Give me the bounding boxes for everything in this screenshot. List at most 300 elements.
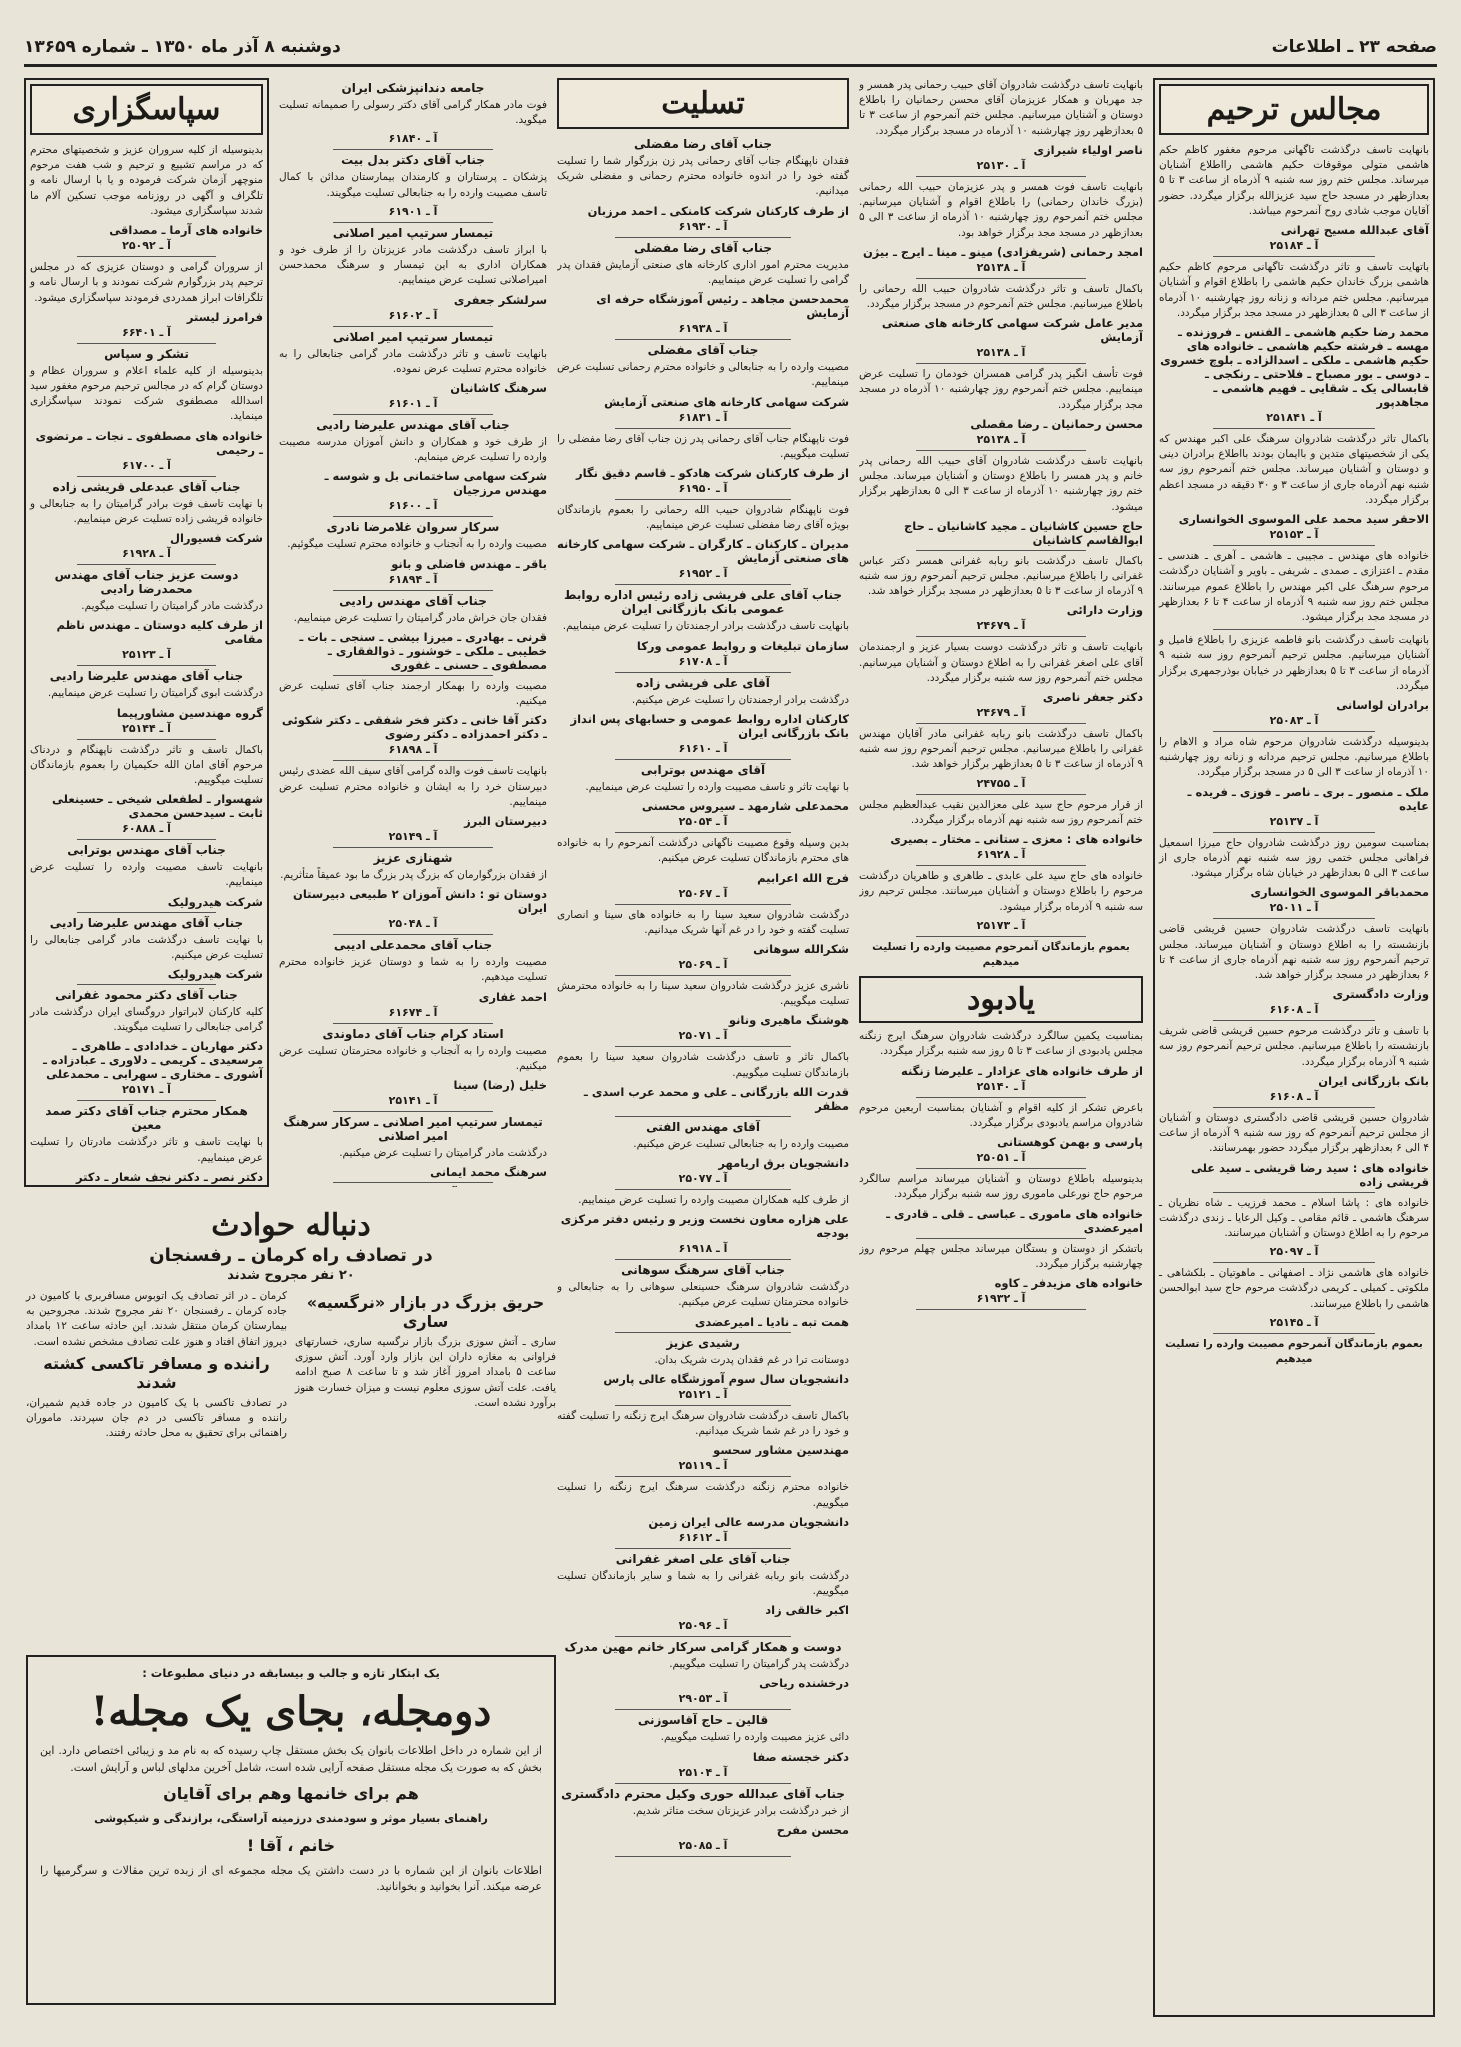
divider xyxy=(333,847,494,848)
notice-item xyxy=(279,1115,547,1183)
divider xyxy=(1213,629,1375,630)
notice-code: آ ـ ۶۱۸۹۸ xyxy=(388,743,438,757)
notice-title: دوست عزیز جناب آقای مهندس محمدرضا رادیی xyxy=(54,568,239,597)
notice-item xyxy=(30,568,263,666)
notice-code: آ ـ ۶۱۸۴۰ xyxy=(388,132,438,146)
notice-code: آ ـ ۲۴۶۷۹ xyxy=(976,706,1026,720)
notice-title: تیمسار سرتیپ امیر اصلانی ـ سرکار سرهنگ امیر اصلانی xyxy=(283,1115,543,1144)
notice-signature: شرکت فسیورال xyxy=(169,531,263,546)
notice-item xyxy=(279,226,547,327)
ad-tagline: راهنمای بسیار موثر و سودمندی درزمینه آراستگی، برازندگی و شیکپوشی xyxy=(94,1812,488,1825)
notice-text: با تاسف و تاثر درگذشت مرحوم حسین قریشی قاضی شریف بازنشسته را باطلاع میرسانیم. مجلس ترحیم آنمرحوم روز سه شنبه ۹ آذرماه برگزار میگردد. xyxy=(1159,1025,1429,1068)
notice-code: آ ـ ۲۵۱۴۱ xyxy=(388,1094,438,1108)
notice-signature: دبیرستان البرز xyxy=(464,813,547,828)
notice-text: درگذشت شادروان سعید سینا را به خانواده های سینا و انصاری تسلیت گفته و خود را در غم آنها شریک میدانیم. xyxy=(557,908,849,936)
notice-text: بانهایت تاسف و تاثر درگذشت مادر گرامی جنابعالی را به خانواده محترم تسلیت عرض نموده. xyxy=(279,347,547,375)
divider xyxy=(1213,1020,1375,1021)
notice-code: آ ـ ۲۵۱۴۹ xyxy=(388,829,438,843)
notice-item xyxy=(557,1263,849,1332)
notice-code: آ ـ ۶۱۶۰۲ xyxy=(388,308,438,322)
notice-code: آ ـ ۲۵۰۸۵ xyxy=(678,1838,728,1852)
notice-item xyxy=(859,1242,1143,1310)
notice-text: مصیبت وارده را به شما و دوستان عزیز خانواده محترم تسلیت میدهیم. xyxy=(279,956,547,984)
notice-text: بانهایت تاسف فوت همسر و پدر عزیزمان حبیب الله رحمانی (بزرگ خاندان رحمانی) را باطلاع اقوام و آشنایان میرسانیم. مجلس ختم آنمرحوم روز چهارشنبه ۱۰ آذرماه از ساعت ۳ الی ۵ بعدازظهر در مسجد مجد برگزار خواهد بود. xyxy=(859,180,1143,239)
divider xyxy=(916,1097,1086,1098)
notice-signature: گروه مهندسین مشاورپیما xyxy=(116,705,263,720)
notice-text: مدیریت محترم امور اداری کارخانه های صنعتی آزمایش فقدان پدر گرامی را تسلیت عرض مینماییم. xyxy=(557,258,849,286)
notice-item xyxy=(279,679,547,761)
notice-code: آ ـ ۶۱۶۱۲ xyxy=(678,1530,728,1544)
divider xyxy=(615,832,790,833)
news-title: دنباله حوادث xyxy=(211,1208,371,1243)
notice-code: آ ـ ۶۱۶۷۴ xyxy=(388,1005,438,1019)
notice-signature: هوشنگ ماهیری ونانو xyxy=(728,1013,849,1028)
notice-signature: دوستان تو : دانش آموزان ۲ طبیعی دبیرستان ایران xyxy=(293,887,547,916)
notice-list xyxy=(279,81,547,1187)
notice-title: جناب آقای عبدالله حوری وکیل محترم دادگستری xyxy=(561,1786,845,1801)
notice-title: استاد کرام جناب آقای دماوندی xyxy=(322,1026,504,1041)
notice-text: با نهایت تاسف و تاثر درگذشت مادرتان را تسلیت عرض مینماییم. xyxy=(30,1136,263,1164)
divider xyxy=(615,1709,790,1710)
notice-item xyxy=(279,520,547,590)
notice-item xyxy=(557,1713,849,1783)
notice-item xyxy=(557,1640,849,1710)
notice-signature: شرکت هیدرولیک xyxy=(167,967,263,982)
notice-title: جناب آقای مهندس علیرضا رادیی xyxy=(49,669,244,684)
notice-text: درگذشت پدر گرامیتان را تسلیت میگوییم. xyxy=(669,1658,849,1671)
notice-text: فقدان جان خراش مادر گرامیتان را تسلیت عرض مینماییم. xyxy=(293,611,547,624)
divider xyxy=(916,550,1086,551)
divider xyxy=(916,794,1086,795)
notice-signature: قرنی ـ بهادری ـ میرزا بیشی ـ سنجی ـ بات ـ خطیبی ـ ملکی ـ خوشنور ـ ذوالفقاری ـ مصطفوی ـ حسنی ـ غفوری xyxy=(299,629,547,672)
notice-text: خانواده های مهندس ـ مجیبی ـ هاشمی ـ آهری ـ هندسی ـ مقدم ـ اعتزازی ـ صمدی ـ شریفی ـ باویر و آشنایان درگذشت مرحوم سرهنگ علی اکبر مهندس را باطلاع عموم میرسانند. مجلس ختم روز سه شنبه ۹ آذرماه از ساعت ۴ تا ۶ بعدازظهر در مسجد مجد برگزار میشود. xyxy=(1159,550,1429,623)
notice-title: جناب آقای دکتر محمود غفرانی xyxy=(55,988,238,1003)
notice-title: سرکار سروان غلامرضا نادری xyxy=(326,520,500,535)
divider xyxy=(916,723,1086,724)
notice-code: آ ـ ۶۱۹۳۸ xyxy=(678,322,728,336)
notice-item xyxy=(557,137,849,238)
notice-title: جناب آقای رضا مفضلی xyxy=(633,137,773,151)
divider xyxy=(333,1023,494,1024)
notice-text: از طرف کلیه همکاران مصیبت وارده را تسلیت عرض مینماییم. xyxy=(578,1194,849,1207)
notice-item xyxy=(557,432,849,500)
notice-code: آ ـ ۲۵۰۷۱ xyxy=(678,1029,728,1043)
divider xyxy=(77,739,217,740)
column-sepasgozari xyxy=(24,78,269,1187)
notice-text: درگذشت مادر گرامیتان را تسلیت عرض میکنیم. xyxy=(339,1147,547,1160)
notice-text: مصیبت وارده را به آنجناب و خانواده محترم تسلیت میگوئیم. xyxy=(287,538,547,551)
divider xyxy=(77,665,217,666)
divider xyxy=(333,760,494,761)
notice-code: آ ـ ۶۱۹۵۰ xyxy=(678,481,728,495)
notice-signature: محسن رحمانیان ـ رضا مقصلی xyxy=(970,416,1143,431)
notice-signature: شرکت هیدرولیک xyxy=(167,894,263,909)
notice-text: کلیه کارکنان لابراتوار دروگسای ایران درگذشت مادر گرامی جنابعالی را تسلیت میگویند. xyxy=(30,1006,263,1034)
notice-code: آ ـ ۶۱۶۰۸ xyxy=(1269,1003,1319,1017)
notice-text: باتشکر از دوستان و بستگان میرساند مجلس چهلم مرحوم روز چهارشنبه برگزار میگردد. xyxy=(859,1242,1143,1270)
notice-item xyxy=(557,908,849,976)
divider xyxy=(615,1259,790,1260)
notice-text: بانهایت تاسف فوت والده گرامی آقای سیف الله عضدی رئیس دبیرستان خرد را به ایشان و خانواده محترم تسلیت عرض مینماییم. xyxy=(279,765,547,808)
notice-text: ناشری عزیز درگذشت شادروان سعید سینا را به خانواده محترمش تسلیت میگوییم. xyxy=(557,979,849,1008)
ad-intro: یک ابتکار تازه و جالب و بیسابقه در دنیای مطبوعات : xyxy=(142,1666,440,1680)
notice-code: آ ـ ۲۵۱۳۰ xyxy=(976,158,1026,172)
notice-item xyxy=(1159,1024,1429,1108)
notice-item xyxy=(1159,633,1429,732)
divider xyxy=(615,1332,790,1333)
notice-title: جناب آقای مهندس رادیی xyxy=(339,593,487,608)
notice-item xyxy=(1159,922,1429,1021)
notice-item xyxy=(30,480,263,565)
notice-item xyxy=(859,282,1143,364)
notice-code: آ ـ ۲۵۰۱۱ xyxy=(1269,901,1319,915)
notice-code: آ ـ ۲۵۰۵۱ xyxy=(976,1151,1026,1165)
notice-item xyxy=(30,669,263,739)
notice-text: بانهایت تاسف درگذشت بانو فاطمه عزیزی را باطلاع فامیل و آشنایان میرسانیم. مجلس ترحیم آنمرحوم روز سه شنبه ۹ آذرماه از ساعت ۳ تا ۵ بعدازظهر در خیابان بوذرجمهری برگزار میگردد. xyxy=(1159,634,1430,692)
notice-text: درگذشت بانو ربابه غفرانی را به شما و سایر بازماندگان تسلیت میگوییم. xyxy=(557,1569,849,1597)
notice-item xyxy=(1159,432,1429,546)
notice-signature: قدرت الله بازرگانی ـ علی و محمد عرب اسدی ـ مظفر xyxy=(583,1084,849,1113)
notice-title: تیمسار سرتیپ امیر اصلانی xyxy=(332,329,494,344)
notice-title: تشکر و سپاس xyxy=(104,346,189,361)
divider xyxy=(916,1309,1086,1310)
notice-code: آ ـ ۲۵۱۰۴ xyxy=(678,1765,728,1779)
notice-item xyxy=(1159,1111,1429,1193)
notice-title: جناب آقای محمدعلی ادیبی xyxy=(333,938,493,953)
notice-signature: ناصر اولیاء شیرازی xyxy=(1033,142,1143,157)
notice-text: فوت ناپهنگام شادروان حبیب الله رحمانی را بعموم بازماندگان بویژه آقای رضا مفضلی تسلیت عرض مینماییم. xyxy=(557,503,849,532)
notice-signature: محمدباقر الموسوی الخوانساری xyxy=(1250,885,1429,900)
notice-item xyxy=(557,588,849,672)
notice-signature: سرهنگ کاشانیان xyxy=(450,380,547,395)
notice-text: باتهایت تاسف و تاثر درگذشت تاگهانی مرحوم کاظم حکیم هاشمی بزرگ خاندان حکیم هاشمی را باطلاع اقوام و آشنایان میرسانیم. مجلس ختم مردانه و زنانه روز چهارشنبه ۱۰ آذرماه از ساعت ۳ الی ۵ بعدازظهر در مسجد مجد برگزار میگردد. xyxy=(1159,261,1429,319)
notice-text: با نهایت تاسف فوت برادر گرامیتان را به جنابعالی و خانواده قریشی زاده تسلیت عرض مینماییم. xyxy=(30,497,263,525)
notice-item xyxy=(1159,143,1429,257)
divider xyxy=(615,1856,790,1857)
divider xyxy=(77,343,217,344)
divider xyxy=(1213,428,1375,429)
divider xyxy=(77,564,217,565)
divider xyxy=(916,1238,1086,1239)
notice-item xyxy=(557,1480,849,1548)
notice-item xyxy=(859,727,1143,795)
divider xyxy=(615,1548,790,1549)
divider xyxy=(615,499,790,500)
notice-item xyxy=(859,78,1143,177)
divider xyxy=(77,839,217,840)
divider xyxy=(333,149,494,150)
notice-text: خانواده های حاج سید علی عابدی ـ طاهری و طاهریان درگذشت مرحوم را باطلاع دوستان و آشنایان میرسانند. مجلس ترحیم روز سه شنبه ۹ آذرماه برگزار میشود. xyxy=(859,870,1143,913)
divider xyxy=(1213,1333,1375,1334)
column-footer: بعموم بازماندگان آنمرحوم مصیبت وارده را تسلیت میدهیم xyxy=(872,940,1130,968)
notice-code: آ ـ ۲۵۱۴۰ xyxy=(976,1079,1026,1093)
notice-signature: دانشجویان برق اریامهر xyxy=(718,1156,849,1171)
notice-item xyxy=(859,454,1143,551)
notice-item xyxy=(557,763,849,833)
notice-item xyxy=(279,418,547,517)
notice-title: جناب آقای علی فریشی زاده رئیس اداره روابط عمومی بانک بازرگانی ایران xyxy=(564,588,842,617)
notice-text: بانهایت تاسف درگذشت برادر ارجمندتان را تسلیت عرض مینماییم. xyxy=(562,620,849,633)
column-tasliyat xyxy=(557,78,849,2017)
divider xyxy=(615,975,790,976)
notice-signature: دکتر خجسته صفا xyxy=(752,1749,849,1764)
notice-text: از سروران گرامی و دوستان عزیزی که در مجلس ترحیم پدر بزرگوارم شرکت نمودند و با ارسال نامه و تلگرافات ابراز همدردی فرمودند سپاسگزاری میشود. xyxy=(30,261,263,304)
ad-closing: خانم ، آقا ! xyxy=(246,1835,336,1855)
ad-text: اطلاعات بانوان از این شماره با در دست داشتن یک مجله مجموعه ای از زبده ترین مقالات و سرگرمیها را عرضه میکند. آنرا بخوانید و بخوانانید. xyxy=(40,1863,542,1893)
divider xyxy=(916,278,1086,279)
notice-code: آ ـ ۲۵۱۴۴ xyxy=(122,721,171,735)
divider xyxy=(333,1111,494,1112)
notice-item xyxy=(30,843,263,912)
notice-item xyxy=(30,916,263,985)
notice-title: جناب آقای دکتر بدل بیت xyxy=(341,153,485,168)
notice-title: جناب آقای مفضلی xyxy=(647,343,759,358)
divider xyxy=(1213,1262,1375,1263)
notice-signature: از طرف خانواده های عزادار ـ علیرضا زنگنه xyxy=(901,1063,1143,1078)
ad-headline: دومجله، بجای یک مجله! xyxy=(90,1688,492,1735)
notice-code: آ ـ ۲۵۱۴۵ xyxy=(1269,1315,1319,1329)
notice-item xyxy=(557,503,849,585)
divider xyxy=(333,590,494,591)
notice-text: مصیبت وارده را به جنابعالی و خانواده محترم رحمانی تسلیت عرض مینماییم. xyxy=(557,361,849,389)
notice-text: پزشکان ـ پرستاران و کارمندان بیمارستان مدائن با کمال تاسف مصیبت وارده را به جنابعالی تسلیت میگویند. xyxy=(279,171,547,199)
notice-text: باکمال تاسف درگذشت بانو ربابه غفرانی همسر دکتر عباس غفرانی را باطلاع میرسانیم. مجلس ترحیم آنمرحوم روز سه شنبه ۹ آذرماه از ساعت ۳ تا ۵ بعدازظهر در مسجد برگزار خواهد شد. xyxy=(859,554,1143,598)
notice-text: با نهایت تاسف درگذشت مادر گرامی جنابعالی را تسلیت عرض میکنیم. xyxy=(30,933,263,961)
notice-signature: احمد غفاری xyxy=(478,989,547,1004)
notice-signature: سازمان تبلیغات و روابط عمومی ورکا xyxy=(636,638,849,653)
notice-code: آ ـ ۲۵۰۶۹ xyxy=(678,957,728,971)
notice-code: آ ـ ۲۵۰۵۴ xyxy=(678,815,728,829)
notice-title: تیمسار سرتیپ امیر اصلانی xyxy=(332,225,494,240)
notice-item xyxy=(859,1101,1143,1169)
notice-code: آ ـ ۲۵۱۵۳ xyxy=(1269,528,1319,542)
notice-signature: امجد رحمانی (شریفزادی) مینو ـ مینا ـ ایرج ـ بیژن xyxy=(862,244,1143,259)
notice-text: بدینوسیله باطلاع دوستان و آشنایان میرساند مراسم سالگرد مرحوم حاج نورعلی ماموری روز سه شنبه برگزار میگردد. xyxy=(859,1173,1143,1201)
notice-code: آ ـ ۲۵۱۳۸ xyxy=(976,260,1026,274)
masthead xyxy=(24,30,1437,67)
column-majales-tarhim xyxy=(1153,78,1435,2017)
notice-list xyxy=(30,143,263,1187)
story-body: ساری ـ آتش سوزی بزرگ بازار نرگسیه ساری، خسارتهای فراوانی به مغازه داران این بازار وارد آورد. آتش سوزی ساعت ۵ بامداد امروز آغاز شد و تا ساعت ۸ صبح ادامه یافت. علت آتش سوزی معلوم نیست و میزان خسارت هنوز برآورد نشده است. xyxy=(295,1336,557,1409)
notice-text: از طرف خود و همکاران و دانش آموزان مدرسه مصیبت وارده را تسلیت عرض مینمایم. xyxy=(279,435,547,464)
notice-item xyxy=(557,1050,849,1116)
notice-title: جناب آقای عبدعلی قریشی زاده xyxy=(52,479,241,494)
notice-item xyxy=(279,1027,547,1112)
notice-title: جناب آقای مهندس بوترابی xyxy=(67,843,226,858)
divider xyxy=(615,428,790,429)
notice-code: آ ـ ۶۰۸۸۸ xyxy=(122,822,171,836)
notice-item xyxy=(279,330,547,415)
notice-item xyxy=(557,1120,849,1190)
notice-list xyxy=(557,137,849,1857)
section-header-yadbood: یادبود xyxy=(859,976,1143,1023)
notice-code: آ ـ ۶۱۶۰۰ xyxy=(388,499,438,513)
notice-signature: دانشجویان سال سوم آموزشگاه عالی پارس xyxy=(603,1371,849,1386)
notice-signature: محسن مفرح xyxy=(776,1822,849,1837)
page-label: صفحه ۲۳ ـ اطلاعات xyxy=(1271,37,1437,57)
notice-signature: خلیل (رضا) سینا xyxy=(453,1078,547,1093)
notice-code: آ ـ ۶۱۸۳۱ xyxy=(678,410,728,424)
column-footer: بعموم بازماندگان آنمرحوم مصیبت وارده را تسلیت میدهیم xyxy=(1165,1337,1423,1366)
issue-date: دوشنبه ۸ آذر ماه ۱۳۵۰ ـ شماره ۱۳۶۵۹ xyxy=(24,37,341,57)
notice-title: شهنازی عزیز xyxy=(373,850,453,865)
notice-item xyxy=(279,851,547,935)
notice-code: آ ـ ۲۵۱۳۸ xyxy=(976,346,1026,360)
notice-text: مصیبت وارده را به آنجناب و خانواده محترمتان تسلیت عرض میکنیم. xyxy=(279,1044,547,1072)
notice-item xyxy=(557,836,849,904)
divider xyxy=(916,1168,1086,1169)
notice-signature: دانشجویان مدرسه عالی ایران زمین xyxy=(648,1514,849,1529)
notice-code: آ ـ ۶۱۶۰۱ xyxy=(388,396,438,410)
notice-signature: خانواده های ماموری ـ عباسی ـ قلی ـ قادری ـ امیرعضدی xyxy=(886,1206,1143,1235)
notice-signature: شرکت سهامی کارخانه های صنعتی آزمایش xyxy=(604,394,849,409)
column-notices-4 xyxy=(279,78,547,1187)
divider xyxy=(77,476,217,477)
notice-title: آقای علی فریشی زاده xyxy=(636,675,770,690)
divider xyxy=(615,1476,790,1477)
notice-code: آ ـ ۲۵۰۸۳ xyxy=(1269,714,1319,728)
divider xyxy=(333,675,494,676)
notice-signature: اکبر خالقی زاد xyxy=(765,1603,849,1618)
notice-item xyxy=(557,1409,849,1477)
notice-code: آ ـ ۲۵۰۹۶ xyxy=(678,1619,728,1633)
notice-code: آ ـ ۲۵۱۳۸ xyxy=(976,432,1026,446)
notice-code: آ ـ ۶۱۹۳۰ xyxy=(678,219,728,233)
notice-signature: حاج حسین کاشانیان ـ مجید کاشانیان ـ حاج ابوالقاسم کاشانیان xyxy=(903,518,1143,547)
notice-item xyxy=(859,640,1143,724)
notice-code: آ ـ ۶۱۹۲۸ xyxy=(122,547,171,561)
notice-text: دائی عزیز مصیبت وارده را تسلیت میگوییم. xyxy=(660,1731,849,1744)
notice-text: مصیبت وارده را به جنابعالی تسلیت عرض میکنیم. xyxy=(633,1137,849,1150)
notice-item xyxy=(279,594,547,676)
notice-signature: خانواده های مزیدفر ـ کاوه xyxy=(994,1275,1143,1290)
notice-code: آ ـ ۶۱۸۹۴ xyxy=(388,572,438,586)
notice-text: خانواده های هاشمی نژاد ـ اصفهانی ـ ماهوتیان ـ بلکشاهی ـ ملکوتی ـ کمیلی ـ کریمی درگذشت مرحوم حاج سید ابوالحسن هاشمی را باطلاع میرسانند. xyxy=(1159,1267,1429,1310)
notice-text: باکمال تاسف و تاثر درگذشت شادروان حبیب الله رحمانی را باطلاع میرسانیم. مجلس ختم آنمرحوم در مسجد برگزار میگردد. xyxy=(859,282,1143,310)
notice-code: آ ـ ۲۵۱۱۹ xyxy=(678,1459,728,1473)
notice-text: شادروان حسین قریشی قاضی دادگستری دوستان و آشنایان از مجلس ترحیم آنمرحوم که روز سه شنبه ۹ آذرماه از ساعت ۴ الی ۶ بعدازظهر برگزار میگردد حضور بهمرسانند. xyxy=(1159,1111,1430,1155)
notice-signature: خانواده های آرما ـ مصداقی xyxy=(109,223,263,238)
notice-item xyxy=(859,180,1143,279)
notice-signature: آقای عبدالله مسیح تهرانی xyxy=(1280,223,1429,238)
notice-text: بانهایت تاسف درگذشت تاگهانی مرحوم مغفور کاظم حکم هاشمی متولی موقوفات حکیم هاشمی رااطلاع آشنایان میرساند. مجلس ختم روز سه شنبه ۹ آذرماه از ساعت ۳ تا ۵ بعدازظهر در مسجد حاج سید عزیزالله برگزار میگردد. حضور آقایان موجب شادی روح آنمرحوم میباشد. xyxy=(1159,144,1430,217)
divider xyxy=(77,1100,217,1101)
notice-code: آ ـ ۲۹۰۵۳ xyxy=(678,1692,728,1706)
notice-text: باکمال تاسف و تاثر درگذشت ناپهنگام و دردناک مرحوم آقای امان الله حکیمیان را بعموم بازماندگان تسلیت میگوییم. xyxy=(30,743,263,786)
notice-item xyxy=(1159,1196,1429,1264)
notice-text: بانهایت تاسف درگذشت شادروان حسین قریشی قاضی بازنشسته را به اطلاع دوستان و آشنایان میرساند. مجلس ترحیم آنمرحوم روز سه شنبه نهم آذرماه جاری از ساعت ۴ تا ۶ بعدازظهر در مسجد برگزار خواهد شد. xyxy=(1159,923,1429,981)
notice-item xyxy=(30,260,263,344)
divider xyxy=(77,984,217,985)
divider xyxy=(615,237,790,238)
notice-item xyxy=(557,241,849,340)
divider xyxy=(77,256,217,257)
notice-signature: شهسوار ـ لطفعلی شیخی ـ حسینعلی ثابت ـ سیدحسن محمدی xyxy=(52,792,263,821)
divider xyxy=(916,865,1086,866)
notice-code: آ ـ ۶۱۹۲۸ xyxy=(976,848,1026,862)
notice-item xyxy=(557,1552,849,1637)
divider xyxy=(916,363,1086,364)
story-body: کرمان ـ در اثر تصادف یک اتوبوس مسافربری با کامیون در جاده کرمان ـ رفسنجان ۲۰ نفر مجروح شدند. مجروحین به بیمارستان کرمان منتقل شدند. این حادثه ساعت ۱۲ بامداد دیروز اتفاق افتاد و هنوز علت تصادف مشخص نشده است. xyxy=(26,1290,288,1348)
notice-text: بمناسبت یکمین سالگرد درگذشت شادروان سرهنگ ایرج زنگنه مجلس یادبودی از ساعت ۳ تا ۵ روز سه شنبه برگزار میگردد. xyxy=(859,1030,1143,1058)
divider xyxy=(333,1182,494,1183)
notice-item xyxy=(1159,735,1429,833)
ad-text: از این شماره در داخل اطلاعات بانوان یک بخش مستقل چاپ رسیده که به نام مد و زیبائی اختصاص دارد. این بخش که به صورت یک مجله مستقل صفحه آرایی شده است، شامل آخرین مدلهای لباس و آرایش است. xyxy=(40,1744,542,1774)
notice-signature: الاحقر سید محمد علی الموسوی الخوانساری xyxy=(1178,512,1429,527)
notice-signature: از طرف کلیه دوستان ـ مهندس ناظم مقامی xyxy=(56,618,263,647)
notice-signature: برادران لواسانی xyxy=(1336,698,1429,713)
divider xyxy=(333,934,494,935)
notice-title: جناب آقای مهندس علیرضا رادیی xyxy=(49,915,244,930)
notice-text: باعرض تشکر از کلیه اقوام و آشنایان بمناسبت اربعین مرحوم شادروان مراسم یادبودی برگزار میگردد. xyxy=(859,1101,1143,1129)
notice-text: از فقدان بزرگوارمان که بزرگ پدر بزرگ ما بود عمیقاً متأثریم. xyxy=(280,868,547,881)
divider xyxy=(916,176,1086,177)
notice-text: فوت تأسف انگیز پدر گرامی همسران خودمان را تسلیت عرض مینماییم. مجلس ختم آنمرحوم روز چهارشنبه ۱۰ آذرماه در مسجد مجد برگزار میگردد. xyxy=(859,368,1143,411)
notice-list xyxy=(859,78,1143,937)
notice-signature: کارکنان اداره روابط عمومی و حسابهای پس انداز بانک بازرگانی ایران xyxy=(570,711,849,740)
notice-item xyxy=(859,1029,1143,1097)
divider xyxy=(615,1405,790,1406)
notice-item xyxy=(859,554,1143,638)
story-body: در تصادف تاکسی با یک کامیون در جاده قدیم شمیران، راننده و مسافر تاکسی در دم جان سپردند. ماموران راهنمائی برای تحقیق به محل حادثه رفتند. xyxy=(26,1396,287,1440)
notice-text: درگذشت مادر گرامیتان را تسلیت میگویم. xyxy=(81,600,263,613)
notice-signature: درخشنده ریاحی xyxy=(759,1676,849,1691)
notice-signature: علی هزاره معاون نخست وزیر و رئیس دفتر مرکزی بودجه xyxy=(560,1212,849,1241)
notice-code: آ ـ ۲۵۰۷۷ xyxy=(678,1172,728,1186)
notice-text: بدینوسیله از کلیه سروران عزیز و شخصیتهای محترم که در مراسم تشییع و ترحیم و شب هفت مرحوم منوچهر آزمان شرکت فرموده و یا با ارسال نامه و تلگراف و آگهی در روزنامه موجب تسکین آلام ما شدند سپاسگزاری میشود. xyxy=(30,144,263,217)
notice-item xyxy=(557,979,849,1047)
notice-text: بدینوسیله درگذشت شادروان مرحوم شاه مراد و الاهام را باطلاع میرسانیم. مجلس ترحیم مردانه و زنانه روز چهارشنبه ۱۰ آذرماه از ساعت ۳ الی ۵ در مسجد برگزار میگردد. xyxy=(1159,736,1429,779)
notice-code: آ ـ ۶۱۶۱۰ xyxy=(678,741,728,755)
notice-text: بانهایت تاسف درگذشت شادروان آقای حبیب الله رحمانی پدر خانم و پدر همسر را باطلاع دوستان و آشنایان میرساند. مجلس ختم روز چهارشنبه ۱۰ آذرماه از ساعت ۳ الی ۵ بعدازظهر برگزار میشود. xyxy=(859,454,1143,513)
story-title: حریق بزرگ در بازار «نرگسیه» ساری xyxy=(306,1293,545,1331)
notice-text: مصیبت وارده را بهمکار ارجمند جناب آقای تسلیت عرض میکنیم. xyxy=(279,679,547,708)
notice-signature: وزارت دارائی xyxy=(1066,603,1143,618)
notice-signature: شکرالله سوهانی xyxy=(753,941,849,956)
notice-text: درگذشت برادر ارجمندتان را تسلیت عرض میکنیم. xyxy=(631,693,849,706)
notice-item xyxy=(279,938,547,1023)
notice-signature: سرهنگ محمد ایمانی xyxy=(430,1165,547,1180)
notice-signature: خانواده های : سید رضا قریشی ـ سید علی قریشی زاده xyxy=(1190,1160,1429,1189)
notice-item xyxy=(30,347,263,477)
divider xyxy=(333,414,494,415)
divider xyxy=(333,516,494,517)
notice-signature: سرلشکر جعفری xyxy=(453,292,547,307)
notice-signature: دکتر آقا خانی ـ دکتر فخر شفقی ـ دکتر شکوئی ـ دکتر احمدزاده ـ دکتر رضوی xyxy=(281,713,547,742)
divider xyxy=(615,1636,790,1637)
notice-item xyxy=(30,1104,263,1187)
notice-code: آ ـ ۶۱۹۳۲ xyxy=(976,1291,1026,1305)
notice-text: بدین وسیله وقوع مصیبت ناگهانی درگذشت آنمرحوم را به خانواده های محترم بازماندگان تسلیت عرض میکنیم. xyxy=(557,837,849,865)
notice-code: آ ـ ۶۱۹۰۱ xyxy=(388,204,438,218)
notice-signature: مهندسین مشاور سحسو xyxy=(713,1443,849,1458)
notice-text: خانواده محترم زنگنه درگذشت سرهنگ ایرج زنگنه را تسلیت میگوییم. xyxy=(557,1481,849,1509)
notice-text: از قرار مرحوم حاج سید علی معزالدین نقیب عبدالعظیم مجلس ختم آنمرحوم روز سه شنبه نهم آذرماه برگزار میگردد. xyxy=(859,798,1143,826)
notice-code: آ ـ ۲۴۶۷۹ xyxy=(976,619,1026,633)
notice-text: بانهایت تاسف و تاثر درگذشت دوست بسیار عزیز و ارجمندمان آقای علی اصغر غفرانی را به اطلاع دوستان و آشنایان میرسانیم. مجلس ختم آنمرحوم روز سه شنبه برگزار میگردد. xyxy=(859,641,1143,684)
notice-text: باکمال تاثر و تاسف درگذشت شادروان سعید سینا را بعموم بازماندگان تسلیت میگوییم. xyxy=(557,1051,849,1079)
divider xyxy=(1213,545,1375,546)
notice-code: آ ـ ۲۵۱۸۴ xyxy=(1269,239,1319,253)
notice-text: دوستانت ترا در غم فقدان پدرت شریک بدان. xyxy=(654,1353,849,1366)
notice-item xyxy=(1159,836,1429,920)
section-header-tarhim: مجالس ترحیم xyxy=(1159,84,1429,135)
notice-text: بانهایت تاسف درگذشت شادروان آقای حبیب رحمانی پدر همسر و جد مهربان و همکار عزیزمان آقای محسن رحمانیان را باطلاع دوستان و آشنایان میرسانیم. مجلس ختم آنمرحوم از ساعت ۳ تا ۵ بعدازظهر روز چهارشنبه ۱۰ آذرماه در مسجد برگزار میگردد. xyxy=(859,79,1143,137)
divider xyxy=(1213,832,1375,833)
notice-item xyxy=(557,343,849,428)
notice-title: جناب آقای علی اصغر غفرانی xyxy=(615,1551,791,1566)
notice-title: آقای مهندس بوترابی xyxy=(640,762,766,777)
